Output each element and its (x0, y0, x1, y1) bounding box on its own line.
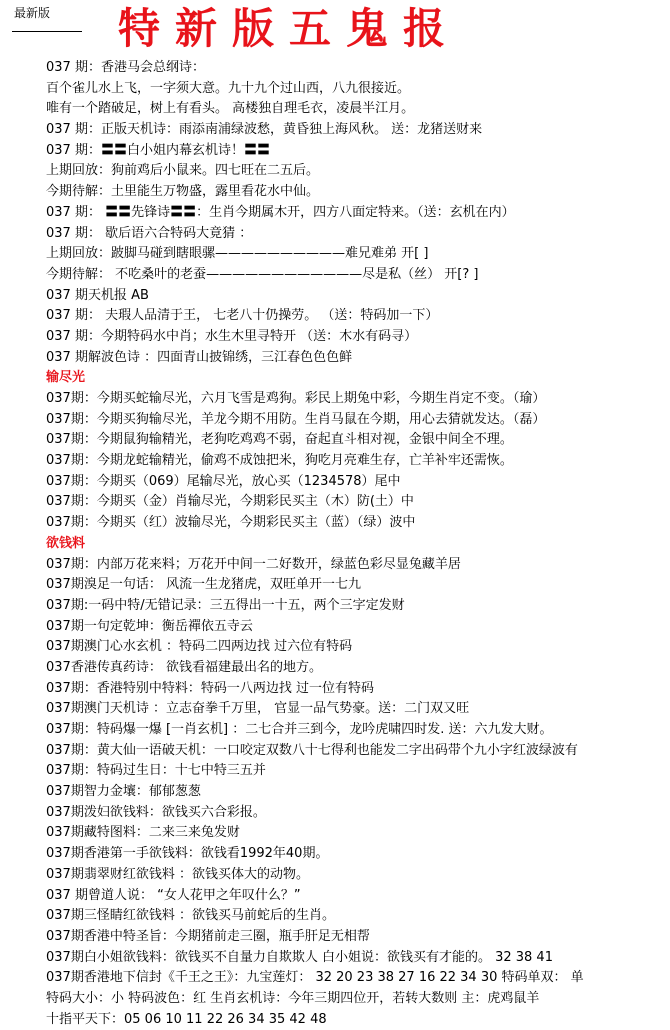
text-line: 037 期：〓〓白小姐内幕玄机诗！〓〓 (46, 142, 270, 158)
text-line: 今期待解： 不吃桑叶的老蚕————————————尽是私（丝） 开[? ] (46, 266, 479, 282)
edition-underline (12, 31, 82, 32)
text-line: 037期白小姐欲钱料：欲钱买不自量力自欺欺人 白小姐说：欲钱买有才能的。 32 38 41 (46, 949, 553, 965)
text-line: 037期：黄大仙一语破天机：一口咬定双数八十七得利也能发二字出码带个九小字红波绿波有 (46, 742, 578, 758)
text-line: 037期三怪睛红欲钱料 ：欲钱买马前蛇后的生肖。 (46, 908, 335, 924)
text-line: 037 期：今期特码水中肖；水生木里寻特开 （送：木水有码寻） (46, 328, 418, 344)
document-body (46, 58, 668, 1030)
text-line: 037期：今期买狗输尽光，羊龙今期不用防。生肖马鼠在今期，用心去猜就发达。（磊） (46, 411, 546, 427)
text-line: 037期藏特图料：二来三来兔发财 (46, 825, 240, 841)
text-line: 037期香港第一手欲钱料：欲钱看1992年40期。 (46, 846, 329, 862)
text-line: 特码大小：小 特码波色：红 生肖玄机诗：今年三期四位开，若转大数则 主：虎鸡鼠羊 (46, 990, 540, 1006)
text-line: 上期回放：狗前鸡后小鼠来。四七旺在二五后。 (46, 163, 320, 179)
text-line: 037 期： 歇后语六合特码大竟猜 ： (46, 225, 253, 241)
text-line: 037期智力金壤：郁郁葱葱 (46, 784, 201, 800)
text-line: 037香港传真药诗： 欲钱看福建最出名的地方。 (46, 659, 322, 675)
text-line: 037期：特码爆一爆 [一肖玄机] ：二七合并三到今，龙吟虎啸四时发. 送：六九发大财。 (46, 722, 553, 737)
text-line: 037 期：正版天机诗：雨添南浦绿波愁，黄昏独上海风秋。 送：龙猪送财来 (46, 122, 483, 138)
text-line: 037期：内部万花来料；万花开中间一二好数开，绿蓝色彩尽显兔藏羊居 (46, 556, 461, 572)
text-line: 037 期：香港马会总纲诗： (46, 60, 205, 75)
text-line: 037 期天机报 AB (46, 287, 149, 303)
text-line: 037期香港中特圣旨：今期猪前走三圈，瓶手肝足无相帮 (46, 928, 370, 944)
text-line: 上期回放：跛脚马碰到瞎眼骡——————————难兄难弟 开[ ] (46, 246, 429, 262)
text-line: 037期泼妇欲钱料：欲钱买六合彩报。 (46, 804, 266, 820)
text-line: 037 期曾道人说： “女人花甲之年叹什么？” (46, 887, 301, 903)
text-line: 十指平天下：05 06 10 11 22 26 34 35 42 48 (46, 1011, 327, 1027)
page-title: 特新版五鬼报 (118, 4, 461, 53)
text-line: 037期：今期买（红）波输尽光，今期彩民买主（蓝）（绿）波中 (46, 515, 416, 531)
text-line: 百个雀儿水上飞，一字须大意。九十九个过山西，八九很接近。 (46, 80, 411, 96)
edition-label: 最新版 (14, 6, 51, 20)
text-line: 037期溴足一句话： 风流一生龙猪虎，双旺单开一七九 (46, 577, 361, 593)
text-line: 037期：今期龙蛇输精光，偷鸡不成蚀把米，狗吃月亮难生存，亡羊补牢还需恢。 (46, 453, 513, 469)
text-line: 037期：今期买（069）尾输尽光，放心买（1234578）尾中 (46, 473, 401, 489)
text-line: 037期澳门心水玄机 ：特码二四两边找 过六位有特码 (46, 639, 353, 655)
text-line: 037期一句定乾坤：衡岳禪依五寺云 (46, 618, 253, 634)
text-line: 037期：特码过生日：十七中特三五并 (46, 763, 266, 779)
text-line: 037期：香港特别中特料：特码一八两边找 过一位有特码 (46, 680, 374, 696)
text-line: 037 期解波色诗 ：四面青山披锦绣，三江春色色色鲜 (46, 349, 353, 365)
text-line: 今期待解：土里能生万物盛，露里看花水中仙。 (46, 184, 320, 200)
text-line: 037期：今期买蛇输尽光，六月飞雪是鸡狗。彩民上期兔中彩，今期生肖定不变。（瑜） (46, 391, 546, 406)
section-heading: 输尽光 (46, 370, 86, 386)
text-line: 唯有一个踏破足，树上有看头。 高楼独自理毛衣，凌晨半江月。 (46, 101, 415, 117)
text-line: 037 期： 〓〓先锋诗〓〓：生肖今期属木开，四方八面定特来。（送：玄机在内） (46, 204, 515, 220)
text-line: 037期：今期鼠狗输精光，老狗吃鸡鸡不弱，奋起直斗相对视，金银中间全不理。 (46, 432, 513, 448)
text-line: 037期澳门天机诗 ：立志奋拳千万里， 官显一品气势豪。送：二门双又旺 (46, 701, 470, 717)
text-line: 037 期： 夫瑕人品清于王， 七老八十仍操劳。 （送：特码加一下） (46, 308, 439, 324)
section-heading: 欲钱料 (46, 535, 86, 551)
text-line: 037期:一码中特/无错记录：三五得出一十五，两个三字定发财 (46, 597, 405, 613)
text-line: 037期香港地下信封《千王之王》：九宝莲灯： 32 20 23 38 27 16 22 34 30 特码单双： 单 (46, 970, 584, 986)
text-line: 037期：今期买（金）肖输尽光，今期彩民买主（木）防(土）中 (46, 494, 414, 510)
text-line: 037期翡翠财红欲钱料 ：欲钱买体大的动物。 (46, 866, 309, 882)
